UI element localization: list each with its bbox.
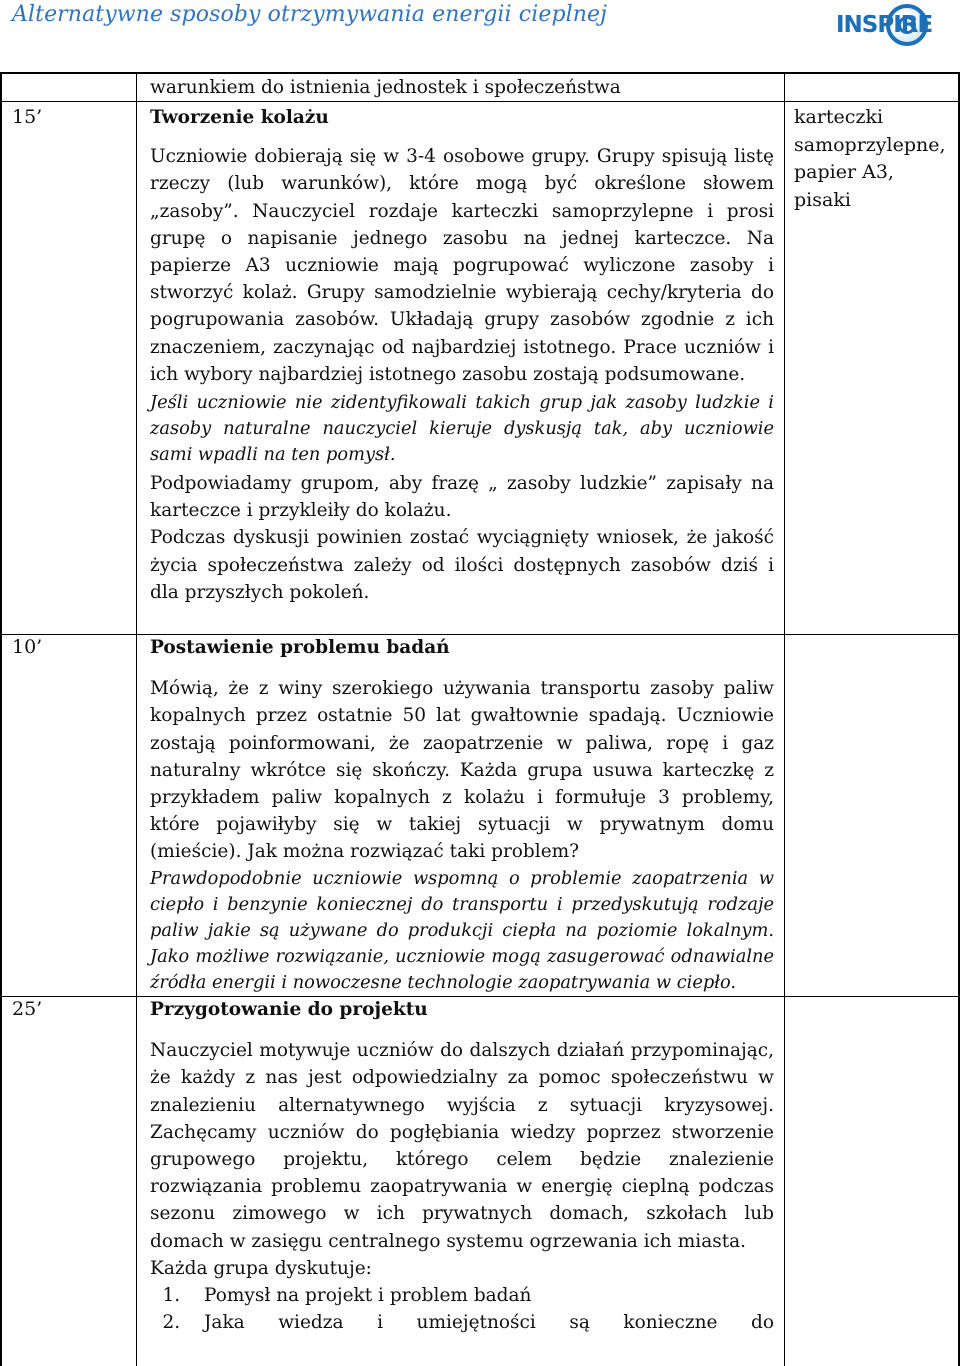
list-item: 1. Pomysł na projekt i problem badań (186, 1282, 774, 1309)
row1-resources: karteczki samoprzylepne, papier A3, pisaki (794, 106, 946, 211)
row1-heading: Tworzenie kolażu (150, 107, 329, 128)
list-item: 2. Jaka wiedza i umiejętności są konieczne do (186, 1309, 774, 1336)
row2-time: 10’ (12, 636, 43, 658)
row2-content (150, 634, 774, 996)
row2-italic-paragraph: Prawdopodobnie uczniowie wspomną o problemie zaopatrzenia w ciepło i benzynie koniecznej do transportu i przedyskutują rodzaje paliw jakie są używane do produkcji ciepła na poziomie lokalnym. Jako możliwe rozwiązanie, uczniowie mogą zasugerować odnawialne źródła energii i nowoczesne technologie zaopatrywania w ciepło. (150, 867, 774, 993)
row1-paragraph: Podczas dyskusji powinien zostać wyciągnięty wniosek, że jakość życia społeczeństwa zależy od ilości dostępnych zasobów dziś i dla przyszłych pokoleń. (150, 527, 774, 603)
row1-content (150, 104, 774, 606)
logo-text: INSPIRE (836, 12, 933, 38)
column-divider-time (136, 74, 137, 1366)
row3-time: 25’ (12, 998, 43, 1020)
row2-heading: Postawienie problemu badań (150, 637, 450, 658)
column-divider-resources (784, 74, 785, 1366)
row3-paragraph: Nauczyciel motywuje uczniów do dalszych działań przypominając, że każdy z nas jest odpowiedzialny za pomoc społeczeństwu w znalezieniu alternatywnego wyjścia z sytuacji kryzysowej. Zachęcamy uczniów do pogłębiania wiedzy poprzez stworzenie grupowego projektu, którego celem będzie znalezienie rozwiązania problemu zaopatrywania w energię cieplną podczas sezonu zimowego w ich prywatnych domach, szkołach lub domach w zasięgu centralnego systemu ogrzewania ich miasta. (150, 1040, 774, 1252)
continuation-text: warunkiem do istnienia jednostek i społeczeństwa (150, 77, 621, 98)
document-title: Alternatywne sposoby otrzymywania energii cieplnej (12, 2, 608, 27)
inspire-logo (836, 2, 936, 54)
lesson-plan-table (0, 72, 960, 1366)
row2-paragraph: Mówią, że z winy szerokiego używania transportu zasoby paliw kopalnych przez ostatnie 50 lat gwałtownie spadają. Uczniowie zostają poinformowani, że zaopatrzenie w paliwa, ropę i gaz naturalny wkrótce się skończy. Każda grupa usuwa karteczkę z przykładem paliw kopalnych z kolażu i formułuje 3 problemy, które pojawiłyby się w takiej sytuacji w prywatnym domu (mieście). Jak można rozwiązać taki problem? (150, 678, 774, 863)
row3-paragraph: Każda grupa dyskutuje: (150, 1257, 372, 1279)
row1-time: 15’ (12, 106, 43, 128)
row1-paragraph: Podpowiadamy grupom, aby frazę „ zasoby ludzkie” zapisały na karteczce i przykleiły do kolażu. (150, 473, 774, 522)
row3-content (150, 996, 774, 1336)
row1-italic-paragraph: Jeśli uczniowie nie zidentyfikowali takich grup jak zasoby ludzkie i zasoby naturalne nauczyciel kieruje dyskusją tak, aby uczniowie sami wpadli na ten pomysł. (150, 392, 774, 466)
page-header (0, 0, 960, 62)
row3-list (150, 1282, 774, 1336)
row1-paragraph: Uczniowie dobierają się w 3-4 osobowe grupy. Grupy spisują listę rzeczy (lub warunków), które mogą być określone słowem „zasoby”. Nauczyciel rozdaje karteczki samoprzylepne i prosi grupę o napisanie jednego zasobu na jednej karteczce. Na papierze A3 uczniowie mają pogrupować wyliczone zasoby i stworzyć kolaż. Grupy samodzielnie wybierają cechy/kryteria do pogrupowania zasobów. Układają grupy zasobów zgodnie z ich znaczeniem, zaczynając od najbardziej istotnego. Prace uczniów i ich wybory najbardziej istotnego zasobu zostają podsumowane. (150, 146, 774, 385)
row3-heading: Przygotowanie do projektu (150, 999, 428, 1020)
